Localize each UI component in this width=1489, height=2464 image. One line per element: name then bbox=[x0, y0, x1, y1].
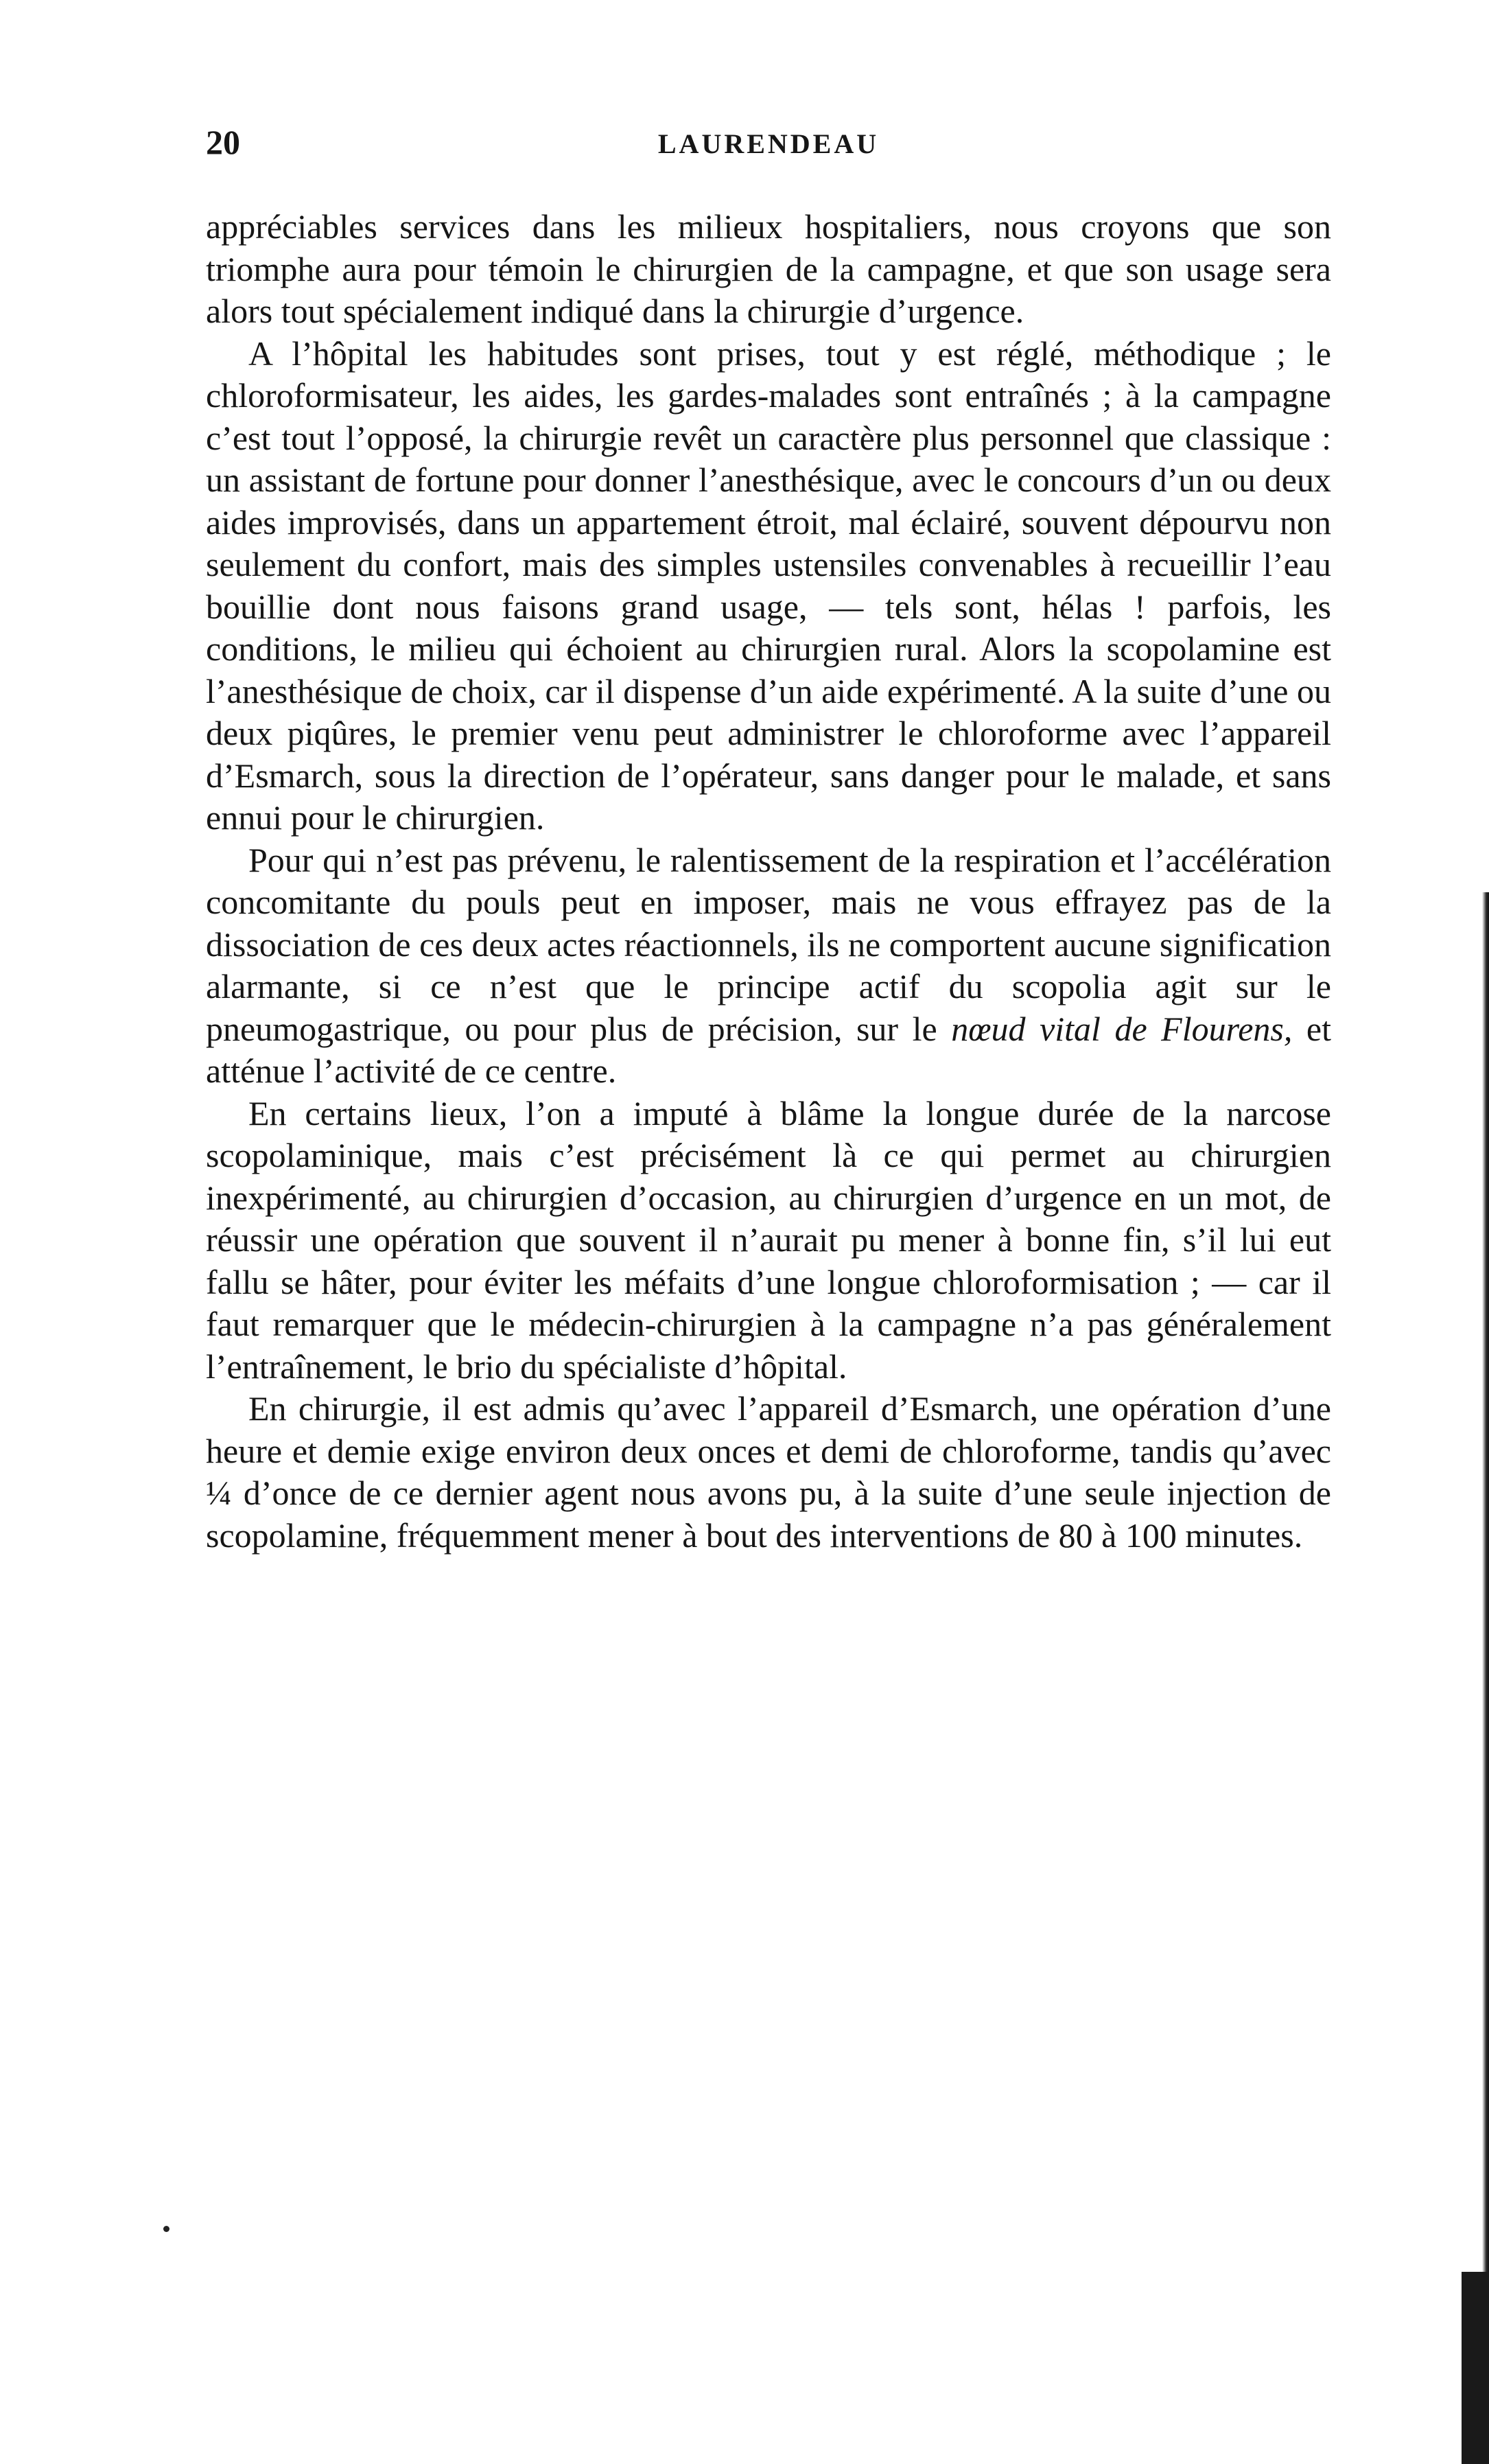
page-number: 20 bbox=[206, 123, 240, 161]
paragraph-5: En chirurgie, il est admis qu’avec l’appareil d’Esmarch, une opération d’une heure et demie exige environ deux onces et demi de chloroforme, tandis qu’avec ¼ d’once de ce dernier agent nous avons pu, à la suite d’une seule injection de scopolamine, fréquemment mener à bout des interventions de 80 à 100 minutes. bbox=[206, 1389, 1331, 1555]
running-head: LAURENDEAU bbox=[657, 128, 880, 159]
paragraph-3 bbox=[206, 839, 1331, 1093]
paragraph-2: A l’hôpital les habitudes sont prises, tout y est réglé, méthodique ; le chloroformisateur, les aides, les gardes-malades sont entraînés ; à la campagne c’est tout l’opposé, la chirurgie revêt un caractère plus personnel que classique : un assistant de fortune pour donner l’anesthésique, avec le concours d’un ou deux aides improvisés, dans un appartement étroit, mal éclairé, souvent dépourvu non seulement du confort, mais des simples ustensiles convenables à recueillir l’eau bouillie dont nous faisons grand usage, — tels sont, hélas ! parfois, les conditions, le milieu qui échoient au chirurgien rural. Alors la scopolamine est l’anesthésique de choix, car il dispense d’un aide expérimenté. A la suite d’une ou deux piqûres, le premier venu peut administrer le chloroforme avec l’appareil d’Esmarch, sous la direction de l’opérateur, sans danger pour le malade, et sans ennui pour le chirurgien. bbox=[206, 334, 1331, 837]
paragraph-3-emphasis: nœud vital de Flourens, bbox=[951, 1009, 1293, 1048]
page-body bbox=[206, 206, 1331, 1557]
scan-speck bbox=[163, 2226, 169, 2232]
paragraph-4: En certains lieux, l’on a imputé à blâme la longue durée de la narcose scopolaminique, mais c’est précisément là ce qui permet au chirurgien inexpérimenté, au chirurgien d’occasion, au chirurgien d’urgence en un mot, de réussir une opération que souvent il n’aurait pu mener à bonne fin, s’il lui eut fallu se hâter, pour éviter les méfaits d’une longue chloroformisation ; — car il faut remarquer que le médecin-chirurgien à la campagne n’a pas généralement l’entraînement, le brio du spécialiste d’hôpital. bbox=[206, 1093, 1331, 1386]
paragraph-1: appréciables services dans les milieux hospitaliers, nous croyons que son triomphe aura pour témoin le chirurgien de la campagne, et que son usage sera alors tout spécialement indiqué dans la chirurgie d’urgence. bbox=[206, 207, 1331, 330]
paragraph-3-text-after: et atténue l’activité de ce centre. bbox=[206, 1009, 1331, 1090]
paragraph-3-text-before: Pour qui n’est pas prévenu, le ralentissement de la respiration et l’accélération concomitante du pouls peut en imposer, mais ne vous effrayez pas de la dissociation de ces deux actes réactionnels, ils ne comportent aucune signification alarmante, si ce n’est que le principe actif du scopolia agit sur le pneumogastrique, ou pour plus de précision, sur le bbox=[206, 840, 1331, 1048]
scan-edge-mark bbox=[1462, 2272, 1489, 2464]
page-header bbox=[206, 122, 1331, 170]
scan-edge-shadow bbox=[1482, 892, 1489, 2464]
